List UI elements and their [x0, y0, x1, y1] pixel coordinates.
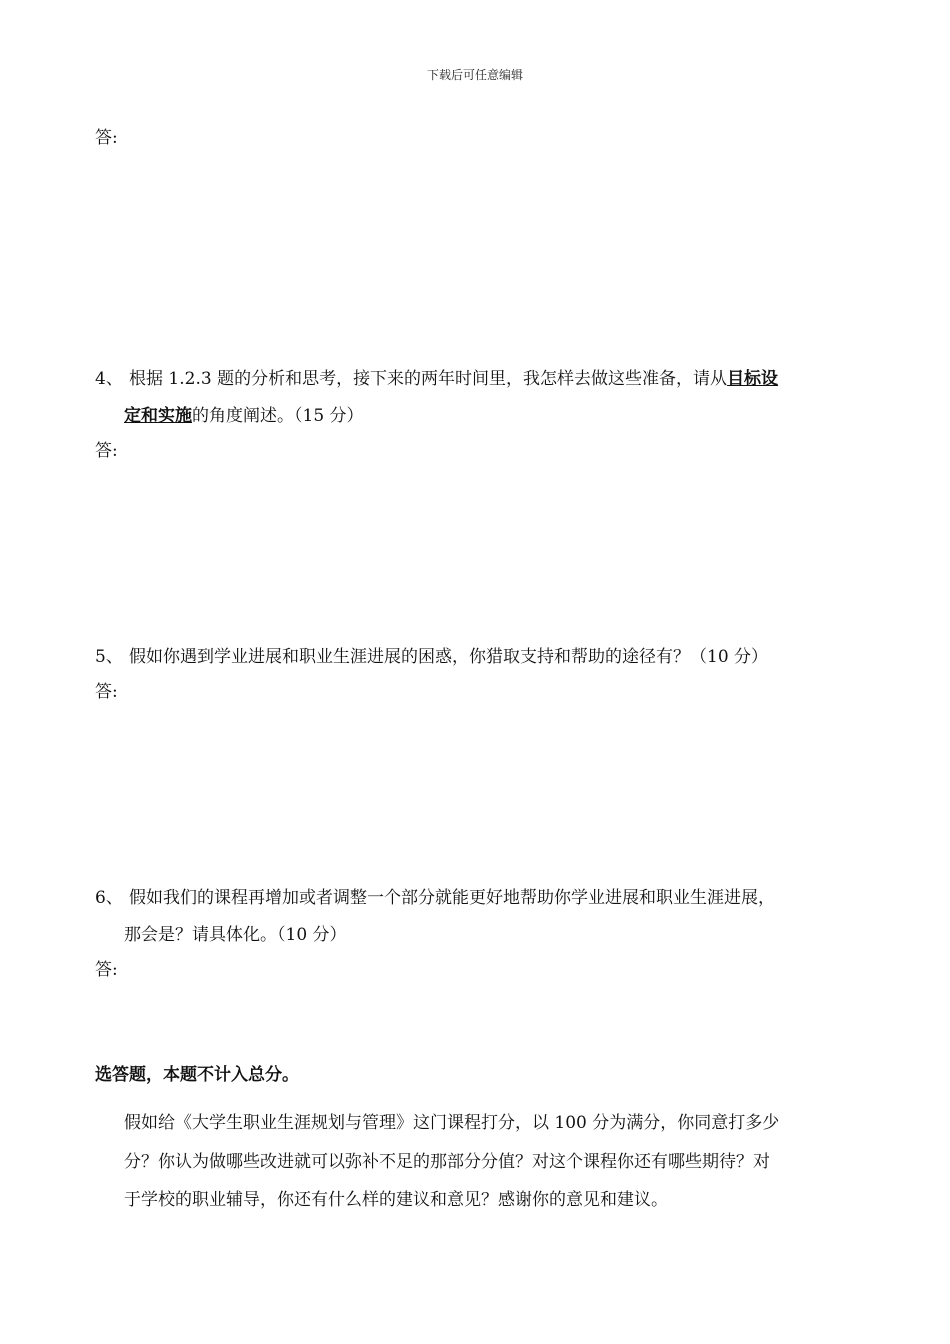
question-4-number: 4、 [95, 369, 123, 389]
optional-paragraph-line-3: 于学校的职业辅导，你还有什么样的建议和意见？感谢你的意见和建议。 [124, 1190, 668, 1210]
question-4-emphasis-b: 定和实施 [124, 406, 192, 426]
answer-label-q5: 答: [95, 682, 118, 702]
question-6-text-a: 假如我们的课程再增加或者调整一个部分就能更好地帮助你学业进展和职业生涯进展， [129, 888, 775, 908]
question-5-line-1 [95, 647, 768, 667]
answer-label-q4: 答: [95, 441, 118, 461]
question-4-line-1 [95, 369, 778, 389]
question-6-number: 6、 [95, 888, 123, 908]
optional-paragraph-line-2: 分？你认为做哪些改进就可以弥补不足的那部分分值？对这个课程你还有哪些期待？对 [124, 1152, 770, 1172]
question-4-emphasis-a: 目标设 [727, 369, 779, 389]
question-6-line-1 [95, 888, 775, 908]
page-header: 下载后可任意编辑 [426, 68, 523, 82]
answer-label-q6: 答: [95, 960, 118, 980]
answer-label-q3: 答: [95, 128, 118, 148]
question-4-text-b: 的角度阐述。（15 分） [192, 406, 364, 426]
optional-section-title: 选答题，本题不计入总分。 [95, 1065, 299, 1085]
question-5-text: 假如你遇到学业进展和职业生涯进展的困惑，你猎取支持和帮助的途径有？（10 分） [129, 647, 769, 667]
optional-paragraph-line-1: 假如给《大学生职业生涯规划与管理》这门课程打分，以 100 分为满分，你同意打多少 [124, 1113, 780, 1133]
question-6-line-2: 那会是？请具体化。（10 分） [124, 925, 347, 945]
question-4-text-a: 根据 1.2.3 题的分析和思考，接下来的两年时间里，我怎样去做这些准备，请从 [129, 369, 728, 389]
question-4-line-2 [124, 406, 364, 426]
question-5-number: 5、 [95, 647, 123, 667]
